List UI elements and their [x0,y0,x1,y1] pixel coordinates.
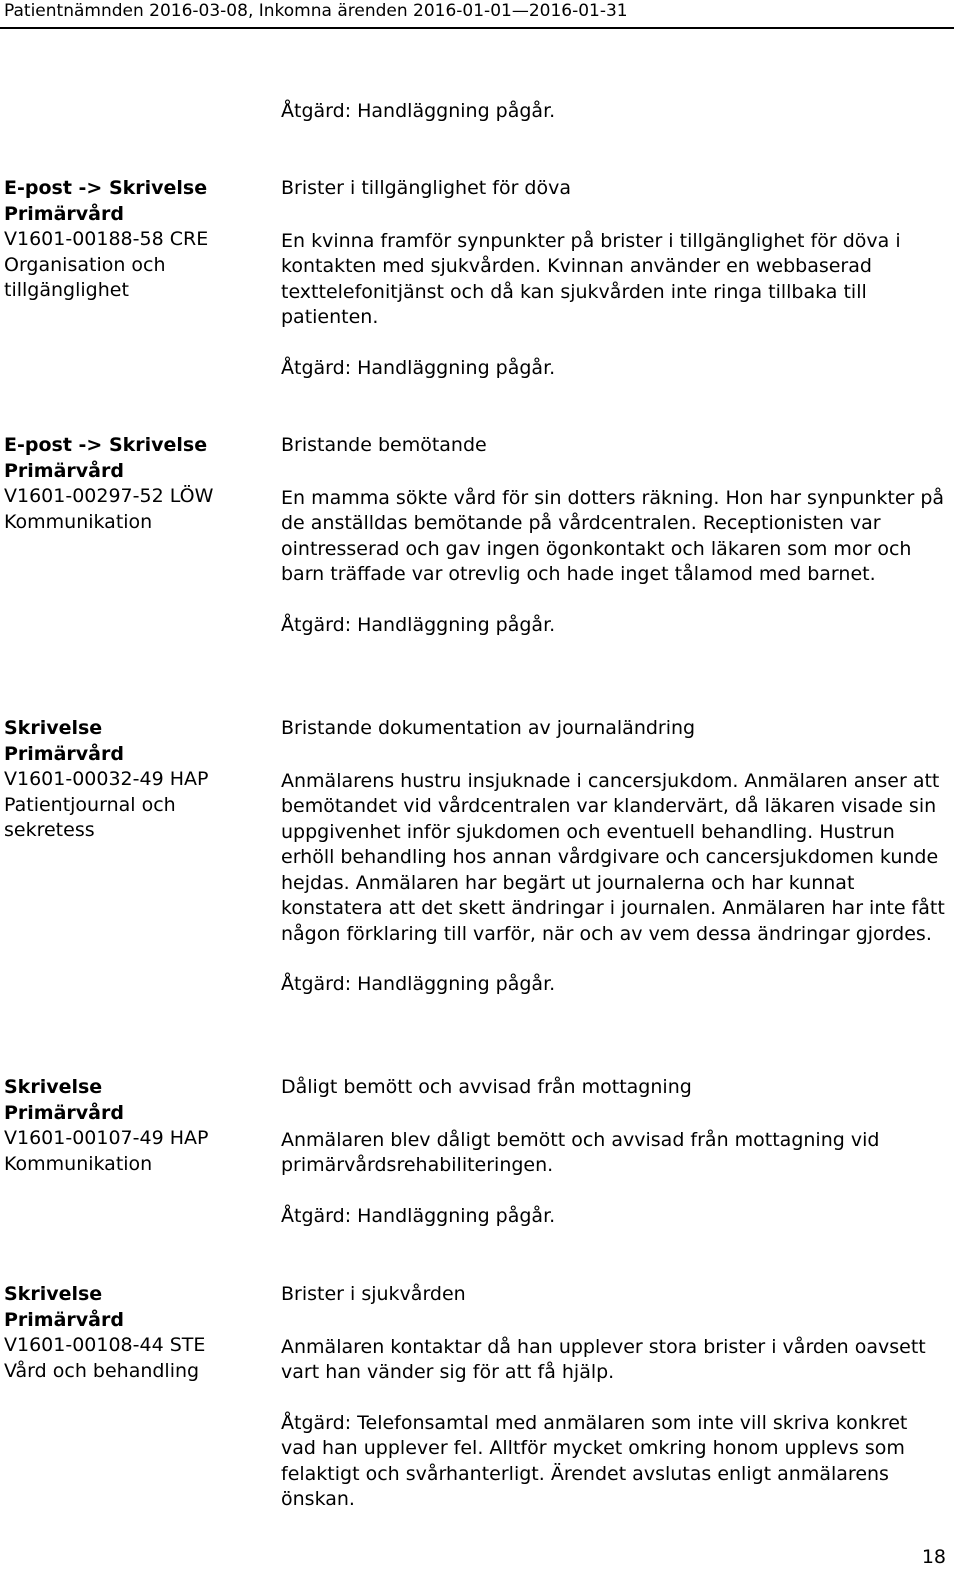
case-area: Primärvård [4,202,124,225]
case-number: V1601-00297-52 LÖW [4,485,214,507]
case-meta [4,433,264,535]
case-area: Primärvård [4,1101,124,1124]
case-meta [4,1282,264,1384]
case-description: Anmälaren blev dåligt bemött och avvisad från mottagning vid primärvårdsrehabiliteringen. [281,1128,880,1176]
case-category: Vård och behandling [4,1359,200,1382]
case-description: En kvinna framför synpunkter på brister i tillgänglighet för döva i kontakten med sjukvården. Kvinnan använder en webbaserad texttelefonitjänst och då kan sjukvården inte ringa tillbaka till patienten. [281,229,901,328]
case-body [281,1075,946,1229]
case-action: Åtgärd: Handläggning pågår. [281,1204,556,1227]
case-number: V1601-00108-44 STE [4,1334,206,1356]
case-area: Primärvård [4,742,124,765]
case-subject: Brister i sjukvården [281,1283,466,1305]
case-meta [4,176,264,304]
header-title: Patientnämnden 2016-03-08, Inkomna ärenden 2016-01-01—2016-01-31 [4,1,628,21]
case-type: Skrivelse [4,717,103,739]
case-category: Kommunikation [4,1152,153,1175]
case-meta [4,716,264,844]
case-area: Primärvård [4,459,124,482]
case-description: Anmälarens hustru insjuknade i cancersjukdom. Anmälaren anser att bemötandet vid vårdcentralen var klandervärt, då läkaren visade sin uppgivenhet inför sjukdomen och eventuell behandling. Hustrun erhöll behandling hos annan vårdgivare och cancersjukdomen kunde hejdas. Anmälaren har begärt ut journalerna och har kunnat konstatera att det skett ändringar i journalen. Anmälaren har inte fått någon förklaring till varför, när och av vem dessa ändringar gjordes. [281,769,945,945]
page-header [0,0,960,30]
case-number: V1601-00032-49 HAP [4,768,209,790]
case-type: Skrivelse [4,1283,103,1305]
case-subject: Bristande bemötande [281,434,487,456]
case-body [281,716,946,998]
case-category: Kommunikation [4,510,153,533]
case-type: E-post -> Skrivelse [4,177,208,199]
case-action: Åtgärd: Handläggning pågår. [281,613,556,636]
case-category: Patientjournal och sekretess [4,793,176,841]
header-divider [0,27,954,29]
case-body [281,1282,946,1513]
case-body [281,433,946,638]
case-body [281,176,946,381]
case-type: E-post -> Skrivelse [4,434,208,456]
case-meta [4,1075,264,1177]
case-area: Primärvård [4,1308,124,1331]
case-description: En mamma sökte vård för sin dotters räkning. Hon har synpunkter på de anställdas bemötande på vårdcentralen. Receptionisten var ointresserad och gav ingen ögonkontakt och läkaren som mor och barn träffade var otrevlig och hade inget tålamod med barnet. [281,486,945,585]
case-category: Organisation och tillgänglighet [4,253,166,301]
case-description: Anmälaren kontaktar då han upplever stora brister i vården oavsett vart han vänder sig för att få hjälp. [281,1335,926,1383]
case-type: Skrivelse [4,1076,103,1098]
case-number: V1601-00188-58 CRE [4,228,209,250]
case-subject: Brister i tillgänglighet för döva [281,177,572,199]
case-action: Åtgärd: Telefonsamtal med anmälaren som inte vill skriva konkret vad han upplever fel. Alltför mycket omkring honom upplevs som felaktigt och svårhanterligt. Ärendet avslutas enligt anmälarens önskan. [281,1411,908,1510]
previous-entry-action: Åtgärd: Handläggning pågår. [281,100,556,122]
case-subject: Bristande dokumentation av journaländring [281,717,696,739]
case-action: Åtgärd: Handläggning pågår. [281,356,556,379]
case-subject: Dåligt bemött och avvisad från mottagning [281,1076,692,1098]
case-number: V1601-00107-49 HAP [4,1127,209,1149]
case-action: Åtgärd: Handläggning pågår. [281,973,556,995]
page-number: 18 [921,1546,946,1568]
